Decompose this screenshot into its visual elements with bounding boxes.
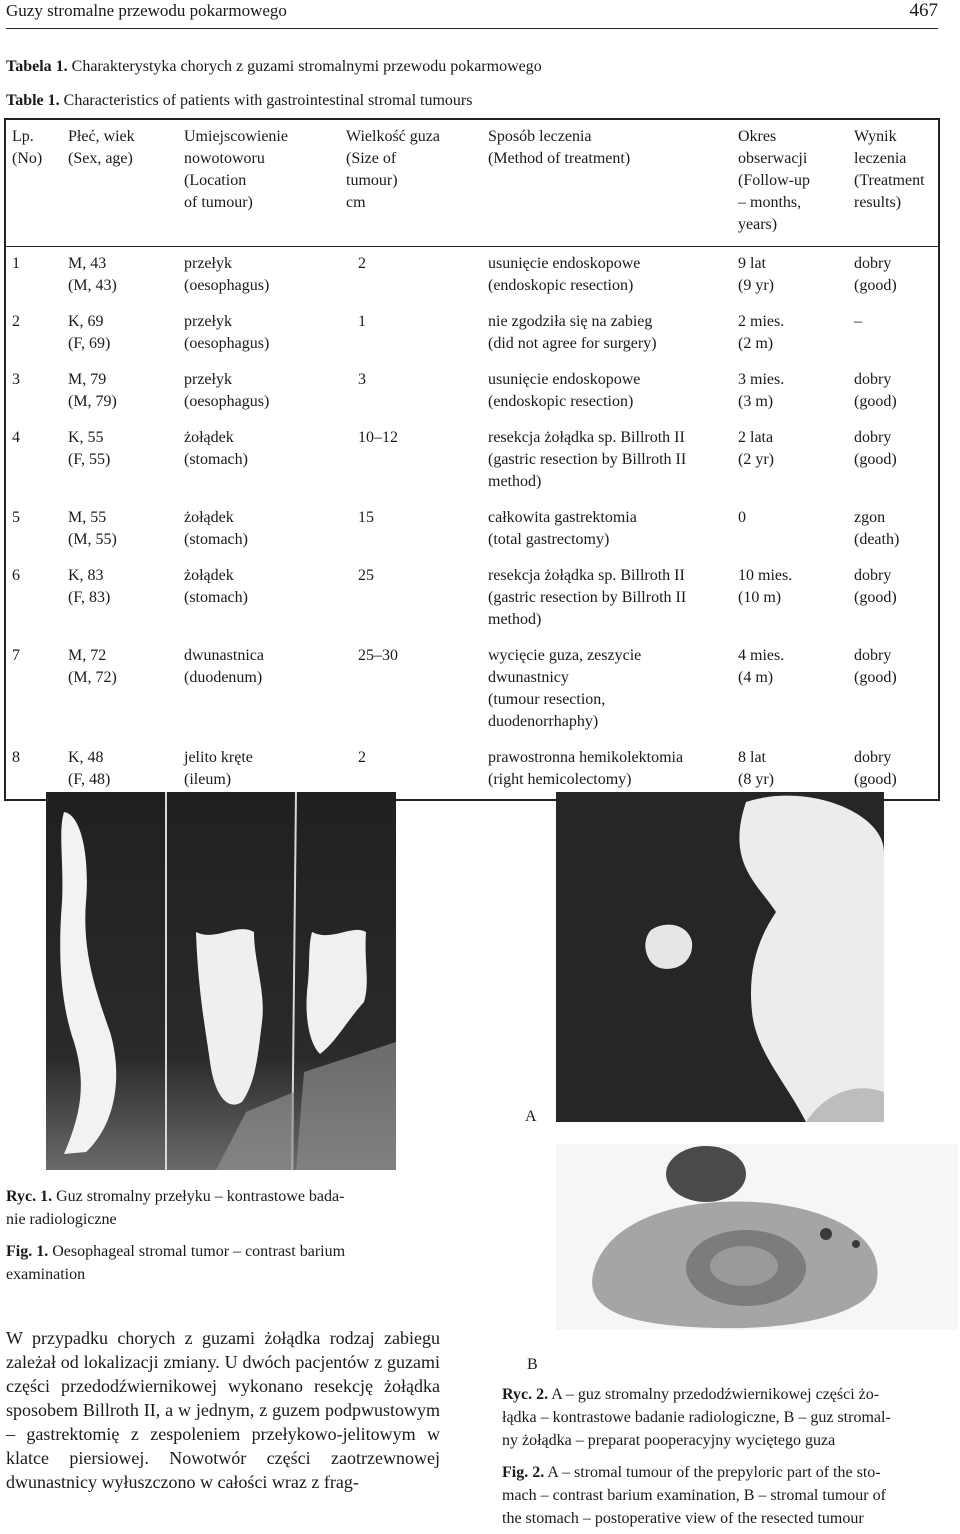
table-row [5, 247, 939, 306]
header-line: (Size of [346, 150, 397, 167]
cell-line: (M, 43) [68, 277, 117, 294]
cell-followup [732, 639, 848, 741]
cell-line: (2 yr) [738, 451, 774, 468]
cell-line: żołądek [184, 567, 234, 584]
body-paragraph: W przypadku chorych z guzami żołądka rodzaj zabiegu zależał od lokalizacji zmiany. U dwóch pacjentów z guzami części przedodźwiernikowej wykonano resekcję żołądka sposobem Billroth II, a w jednym, z guzem podpwustowym – gastrektomię z zespoleniem przełykowo-jelitowym w klatce piersiowej. Nowotwór części zaotrzewnowej dwunastnicy wyłuszczono w całości wraz z frag- [6, 1328, 440, 1492]
header-line: Wielkość guza [346, 128, 440, 145]
cell-line: M, 55 [68, 509, 107, 526]
cell-no: 2 [12, 313, 20, 330]
cell-line: 2 mies. [738, 313, 785, 330]
header-result [848, 119, 939, 247]
cell-line: (F, 83) [68, 589, 111, 606]
header-line: Wynik leczenia [854, 128, 907, 167]
header-line: obserwacji [738, 150, 808, 167]
header-line: (Method of treatment) [488, 150, 631, 167]
table-caption-pl-text: Charakterystyka chorych z guzami stromalnymi przewodu pokarmowego [71, 58, 542, 75]
cell-line: usunięcie endoskopowe [488, 255, 641, 272]
cell-line: K, 69 [68, 313, 104, 330]
table-caption-pl [6, 58, 542, 76]
cell-line: (death) [854, 531, 900, 548]
cell-line: method) [488, 473, 542, 490]
cell-line: (good) [854, 589, 897, 606]
cell-line: 10 mies. [738, 567, 793, 584]
cell-line: dobry [854, 255, 892, 272]
table-row [5, 639, 939, 741]
header-location [178, 119, 340, 247]
cell-line: dobry [854, 567, 892, 584]
figure1-xray-drawing [46, 792, 396, 1170]
cell-line: (good) [854, 393, 897, 410]
running-title: Guzy stromalne przewodu pokarmowego [6, 1, 287, 20]
figure1-caption-pl [6, 1185, 436, 1208]
table-row [5, 421, 939, 501]
cell-line: (good) [854, 669, 897, 686]
figure2-caption-en-line: mach – contrast barium examination, B – stromal tumour of [502, 1487, 886, 1504]
cell-method [482, 559, 732, 639]
cell-result [848, 305, 939, 363]
figure1-caption-en [6, 1240, 436, 1263]
cell-line: K, 55 [68, 429, 104, 446]
header-line: (Follow-up [738, 172, 810, 189]
figure1-xray-image [46, 792, 396, 1170]
cell-line: resekcja żołądka sp. Billroth II [488, 567, 685, 584]
table-caption-en-text: Characteristics of patients with gastrointestinal stromal tumours [63, 92, 473, 109]
cell-result [848, 639, 939, 741]
cell-followup [732, 421, 848, 501]
header-line: nowotoworu [184, 150, 265, 167]
figure2-caption-pl-line: ny żołądka – preparat pooperacyjny wyciętego guza [502, 1432, 836, 1449]
cell-line: (gastric resection by Billroth II [488, 589, 687, 606]
cell-line: jelito kręte [184, 749, 253, 766]
cell-line: przełyk [184, 313, 232, 330]
cell-followup [732, 305, 848, 363]
table-row [5, 305, 939, 363]
figure2-caption-en-text: A – stromal tumour of the prepyloric part of the sto- [547, 1464, 881, 1481]
cell-line: (right hemicolectomy) [488, 771, 632, 788]
cell-line: (good) [854, 771, 897, 788]
figure1-caption-pl-line: Guz stromalny przełyku – kontrastowe bada- [56, 1188, 345, 1205]
cell-followup [732, 559, 848, 639]
cell-line: (F, 48) [68, 771, 111, 788]
cell-line: prawostronna hemikolektomia [488, 749, 684, 766]
cell-location [178, 363, 340, 421]
figure2-caption-en-line: the stomach – postoperative view of the resected tumour [502, 1510, 864, 1527]
cell-method [482, 421, 732, 501]
header-method [482, 119, 732, 247]
page-number: 467 [909, 0, 938, 21]
cell-location [178, 501, 340, 559]
cell-line: (3 m) [738, 393, 774, 410]
cell-line: (10 m) [738, 589, 782, 606]
cell-line: żołądek [184, 509, 234, 526]
header-line: (No) [12, 150, 43, 167]
cell-no: 4 [12, 429, 20, 446]
cell-line: dwunastnicy [488, 669, 569, 686]
cell-line: (duodenum) [184, 669, 263, 686]
header-line: Umiejscowienie [184, 128, 288, 145]
cell-method [482, 247, 732, 306]
cell-location [178, 559, 340, 639]
cell-size: 15 [358, 509, 374, 526]
cell-no: 3 [12, 371, 20, 388]
cell-sex-age [62, 421, 178, 501]
figure1-caption-en-line: Oesophageal stromal tumor – contrast barium [52, 1243, 346, 1260]
cell-no: 7 [12, 647, 20, 664]
table-row [5, 559, 939, 639]
cell-line: (did not agree for surgery) [488, 335, 657, 352]
header-line: – months, [738, 194, 802, 211]
cell-line: całkowita gastrektomia [488, 509, 637, 526]
cell-line: M, 79 [68, 371, 107, 388]
cell-line: (oesophagus) [184, 277, 270, 294]
cell-line: przełyk [184, 255, 232, 272]
cell-result [848, 559, 939, 639]
header-line: Sposób leczenia [488, 128, 592, 145]
cell-result [848, 421, 939, 501]
cell-line: dobry [854, 647, 892, 664]
cell-size: 2 [358, 255, 366, 272]
cell-line: zgon [854, 509, 886, 526]
cell-line: (F, 55) [68, 451, 111, 468]
cell-line: resekcja żołądka sp. Billroth II [488, 429, 685, 446]
cell-line: (ileum) [184, 771, 232, 788]
cell-size: 2 [358, 749, 366, 766]
cell-line: nie zgodziła się na zabieg [488, 313, 653, 330]
cell-location [178, 247, 340, 306]
cell-line: (tumour resection, [488, 691, 606, 708]
figure2-caption-pl-line [502, 1383, 958, 1406]
header-line: Lp. [12, 128, 34, 145]
cell-line: (endoskopic resection) [488, 277, 634, 294]
cell-size: 1 [358, 313, 366, 330]
cell-result [848, 501, 939, 559]
cell-line: (oesophagus) [184, 335, 270, 352]
figure2-label-a: A [525, 1108, 537, 1125]
cell-line: (2 m) [738, 335, 774, 352]
cell-line: (good) [854, 451, 897, 468]
cell-line: usunięcie endoskopowe [488, 371, 641, 388]
cell-method [482, 639, 732, 741]
header-followup [732, 119, 848, 247]
cell-line: (M, 72) [68, 669, 117, 686]
cell-size: 25–30 [358, 647, 398, 664]
figure2b-specimen-image [556, 1144, 958, 1330]
figure2b-specimen-drawing [556, 1144, 958, 1330]
cell-method [482, 363, 732, 421]
figure2-caption-pl-label: Ryc. 2. [502, 1386, 549, 1403]
cell-line: dwunastnica [184, 647, 264, 664]
cell-size: 25 [358, 567, 374, 584]
header-line: results) [854, 194, 902, 211]
cell-line: M, 72 [68, 647, 107, 664]
header-size [340, 119, 482, 247]
table-row [5, 363, 939, 421]
cell-line: (stomach) [184, 451, 248, 468]
cell-line: (M, 55) [68, 531, 117, 548]
table-caption-en [6, 92, 472, 110]
cell-location [178, 421, 340, 501]
cell-no: 1 [12, 255, 20, 272]
figure2-caption-pl-line: łądka – kontrastowe badanie radiologiczne, B – guz stromal- [502, 1409, 891, 1426]
figure2a-xray-drawing [556, 792, 884, 1122]
cell-line: 3 mies. [738, 371, 785, 388]
cell-no: 8 [12, 749, 20, 766]
cell-method [482, 305, 732, 363]
cell-result [848, 363, 939, 421]
figure1-caption [6, 1185, 436, 1286]
cell-sex-age [62, 639, 178, 741]
header-line: tumour) [346, 172, 398, 189]
table-row [5, 501, 939, 559]
cell-no: 6 [12, 567, 20, 584]
figure2-caption [502, 1383, 958, 1530]
cell-line: method) [488, 611, 542, 628]
header-line: of tumour) [184, 194, 253, 211]
cell-followup [732, 363, 848, 421]
table-caption-en-label: Table 1. [6, 92, 60, 109]
cell-line: (endoskopic resection) [488, 393, 634, 410]
cell-sex-age [62, 363, 178, 421]
figure2-caption-pl-text: A – guz stromalny przedodźwiernikowej części żo- [551, 1386, 880, 1403]
cell-line: K, 83 [68, 567, 104, 584]
header-line: Płeć, wiek [68, 128, 135, 145]
cell-location [178, 305, 340, 363]
header-line: (Treatment [854, 172, 925, 189]
header-line: (Location [184, 172, 247, 189]
patients-table [4, 118, 940, 801]
cell-line: 9 lat [738, 255, 766, 272]
header-line: (Sex, age) [68, 150, 133, 167]
figure2a-xray-image [556, 792, 884, 1122]
header-line: years) [738, 216, 778, 233]
cell-location [178, 639, 340, 741]
cell-sex-age [62, 247, 178, 306]
header-line: Okres [738, 128, 777, 145]
figure1-caption-pl-label: Ryc. 1. [6, 1188, 53, 1205]
cell-sex-age [62, 559, 178, 639]
cell-line: żołądek [184, 429, 234, 446]
cell-size: 10–12 [358, 429, 398, 446]
cell-line: dobry [854, 429, 892, 446]
cell-line: K, 48 [68, 749, 104, 766]
figure1-caption-en-line: examination [6, 1266, 86, 1283]
cell-line: (9 yr) [738, 277, 774, 294]
cell-size: 3 [358, 371, 366, 388]
cell-line: M, 43 [68, 255, 107, 272]
cell-line: dobry [854, 749, 892, 766]
cell-line: (M, 79) [68, 393, 117, 410]
cell-line: 8 lat [738, 749, 766, 766]
cell-line: 4 mies. [738, 647, 785, 664]
cell-line: (8 yr) [738, 771, 774, 788]
cell-result [848, 247, 939, 306]
cell-followup [732, 501, 848, 559]
cell-line: (good) [854, 277, 897, 294]
cell-line: 2 lata [738, 429, 774, 446]
figure2-caption-en-label: Fig. 2. [502, 1464, 545, 1481]
cell-followup [732, 247, 848, 306]
table-body [5, 247, 939, 801]
table-header-row [5, 119, 939, 247]
cell-line: dobry [854, 371, 892, 388]
cell-line: (F, 69) [68, 335, 111, 352]
cell-method [482, 501, 732, 559]
cell-line: (stomach) [184, 589, 248, 606]
cell-sex-age [62, 501, 178, 559]
cell-line: (oesophagus) [184, 393, 270, 410]
cell-sex-age [62, 305, 178, 363]
cell-line: (gastric resection by Billroth II [488, 451, 687, 468]
cell-line: duodenorrhaphy) [488, 713, 599, 730]
cell-line: (4 m) [738, 669, 774, 686]
figure2-label-b: B [527, 1356, 538, 1373]
cell-no: 5 [12, 509, 20, 526]
header-line: cm [346, 194, 366, 211]
table-caption-pl-label: Tabela 1. [6, 58, 68, 75]
cell-line: (stomach) [184, 531, 248, 548]
figure2-caption-en-line [502, 1461, 958, 1484]
header-no [5, 119, 62, 247]
running-header [6, 0, 938, 29]
cell-line: wycięcie guza, zeszycie [488, 647, 642, 664]
figure1-caption-en-label: Fig. 1. [6, 1243, 49, 1260]
cell-line: – [854, 313, 862, 330]
cell-line: (total gastrectomy) [488, 531, 610, 548]
cell-line: przełyk [184, 371, 232, 388]
figure1-caption-pl-line: nie radiologiczne [6, 1211, 117, 1228]
cell-line: 0 [738, 509, 746, 526]
header-sex-age [62, 119, 178, 247]
